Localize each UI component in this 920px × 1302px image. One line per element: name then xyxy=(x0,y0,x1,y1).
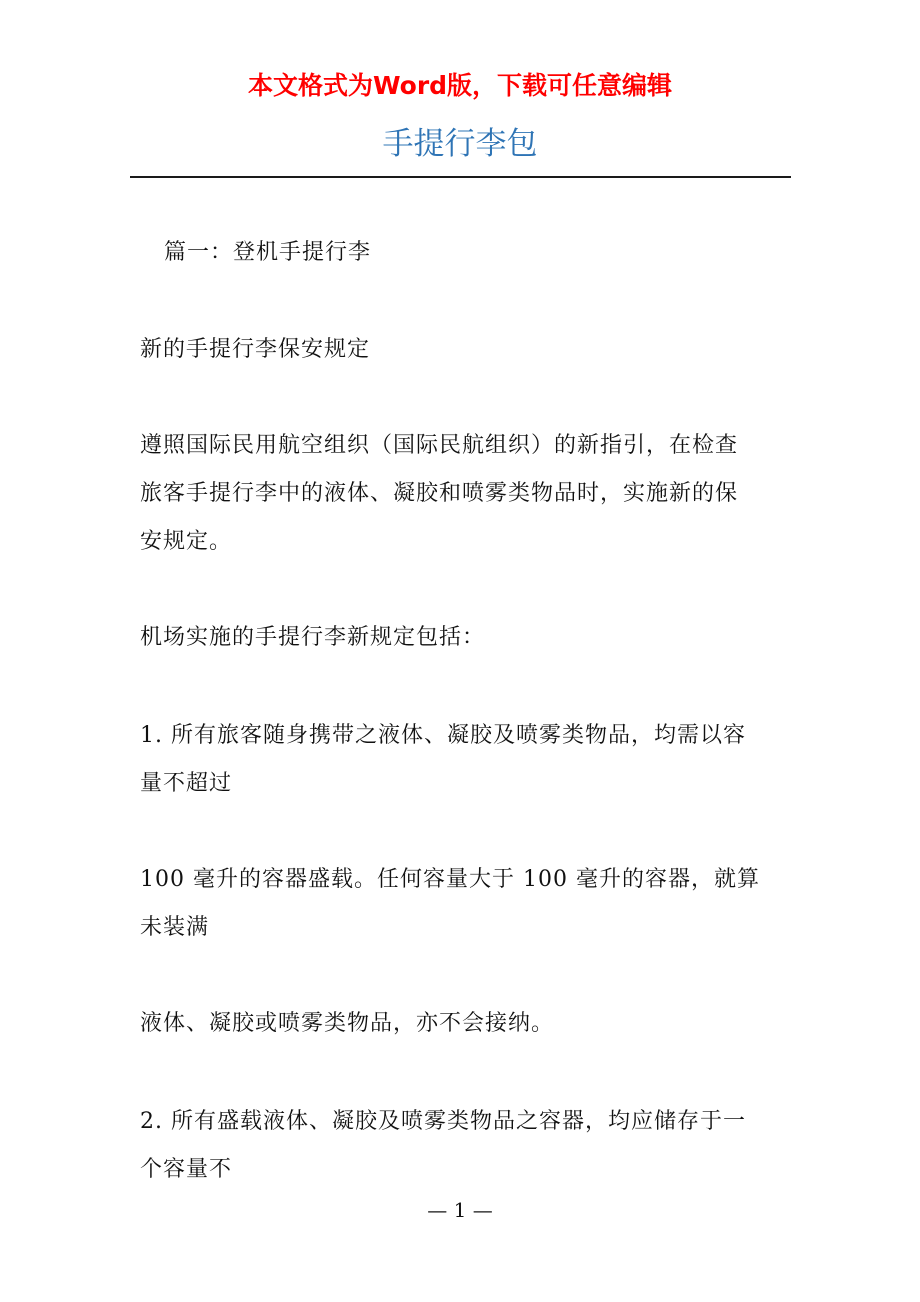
title-divider xyxy=(130,176,791,178)
paragraph-line: 遵照国际民用航空组织（国际民航组织）的新指引，在检查 xyxy=(140,433,739,458)
paragraph-line: 旅客手提行李中的液体、凝胶和喷雾类物品时，实施新的保 xyxy=(140,481,739,506)
document-title: 手提行李包 xyxy=(382,126,538,162)
page-number: — 1 — xyxy=(427,1198,493,1222)
paragraph-line: 安规定。 xyxy=(140,529,233,554)
paragraph-line: 机场实施的手提行李新规定包括： xyxy=(140,625,486,650)
section-heading: 篇一：登机手提行李 xyxy=(164,240,372,265)
paragraph-subtitle: 新的手提行李保安规定 xyxy=(140,337,371,362)
paragraph-line: 液体、凝胶或喷雾类物品，亦不会接纳。 xyxy=(140,1011,555,1036)
list-item-line: 量不超过 xyxy=(140,771,233,796)
list-item-line: 个容量不 xyxy=(140,1157,233,1182)
paragraph-line: 100 毫升的容器盛载。任何容量大于 100 毫升的容器，就算 xyxy=(140,867,760,892)
list-item-line: 1. 所有旅客随身携带之液体、凝胶及喷雾类物品，均需以容 xyxy=(140,723,746,748)
list-item-line: 2. 所有盛载液体、凝胶及喷雾类物品之容器，均应储存于一 xyxy=(140,1109,746,1134)
format-notice-banner: 本文格式为Word版，下载可任意编辑 xyxy=(247,71,673,100)
paragraph-line: 未装满 xyxy=(140,915,210,940)
